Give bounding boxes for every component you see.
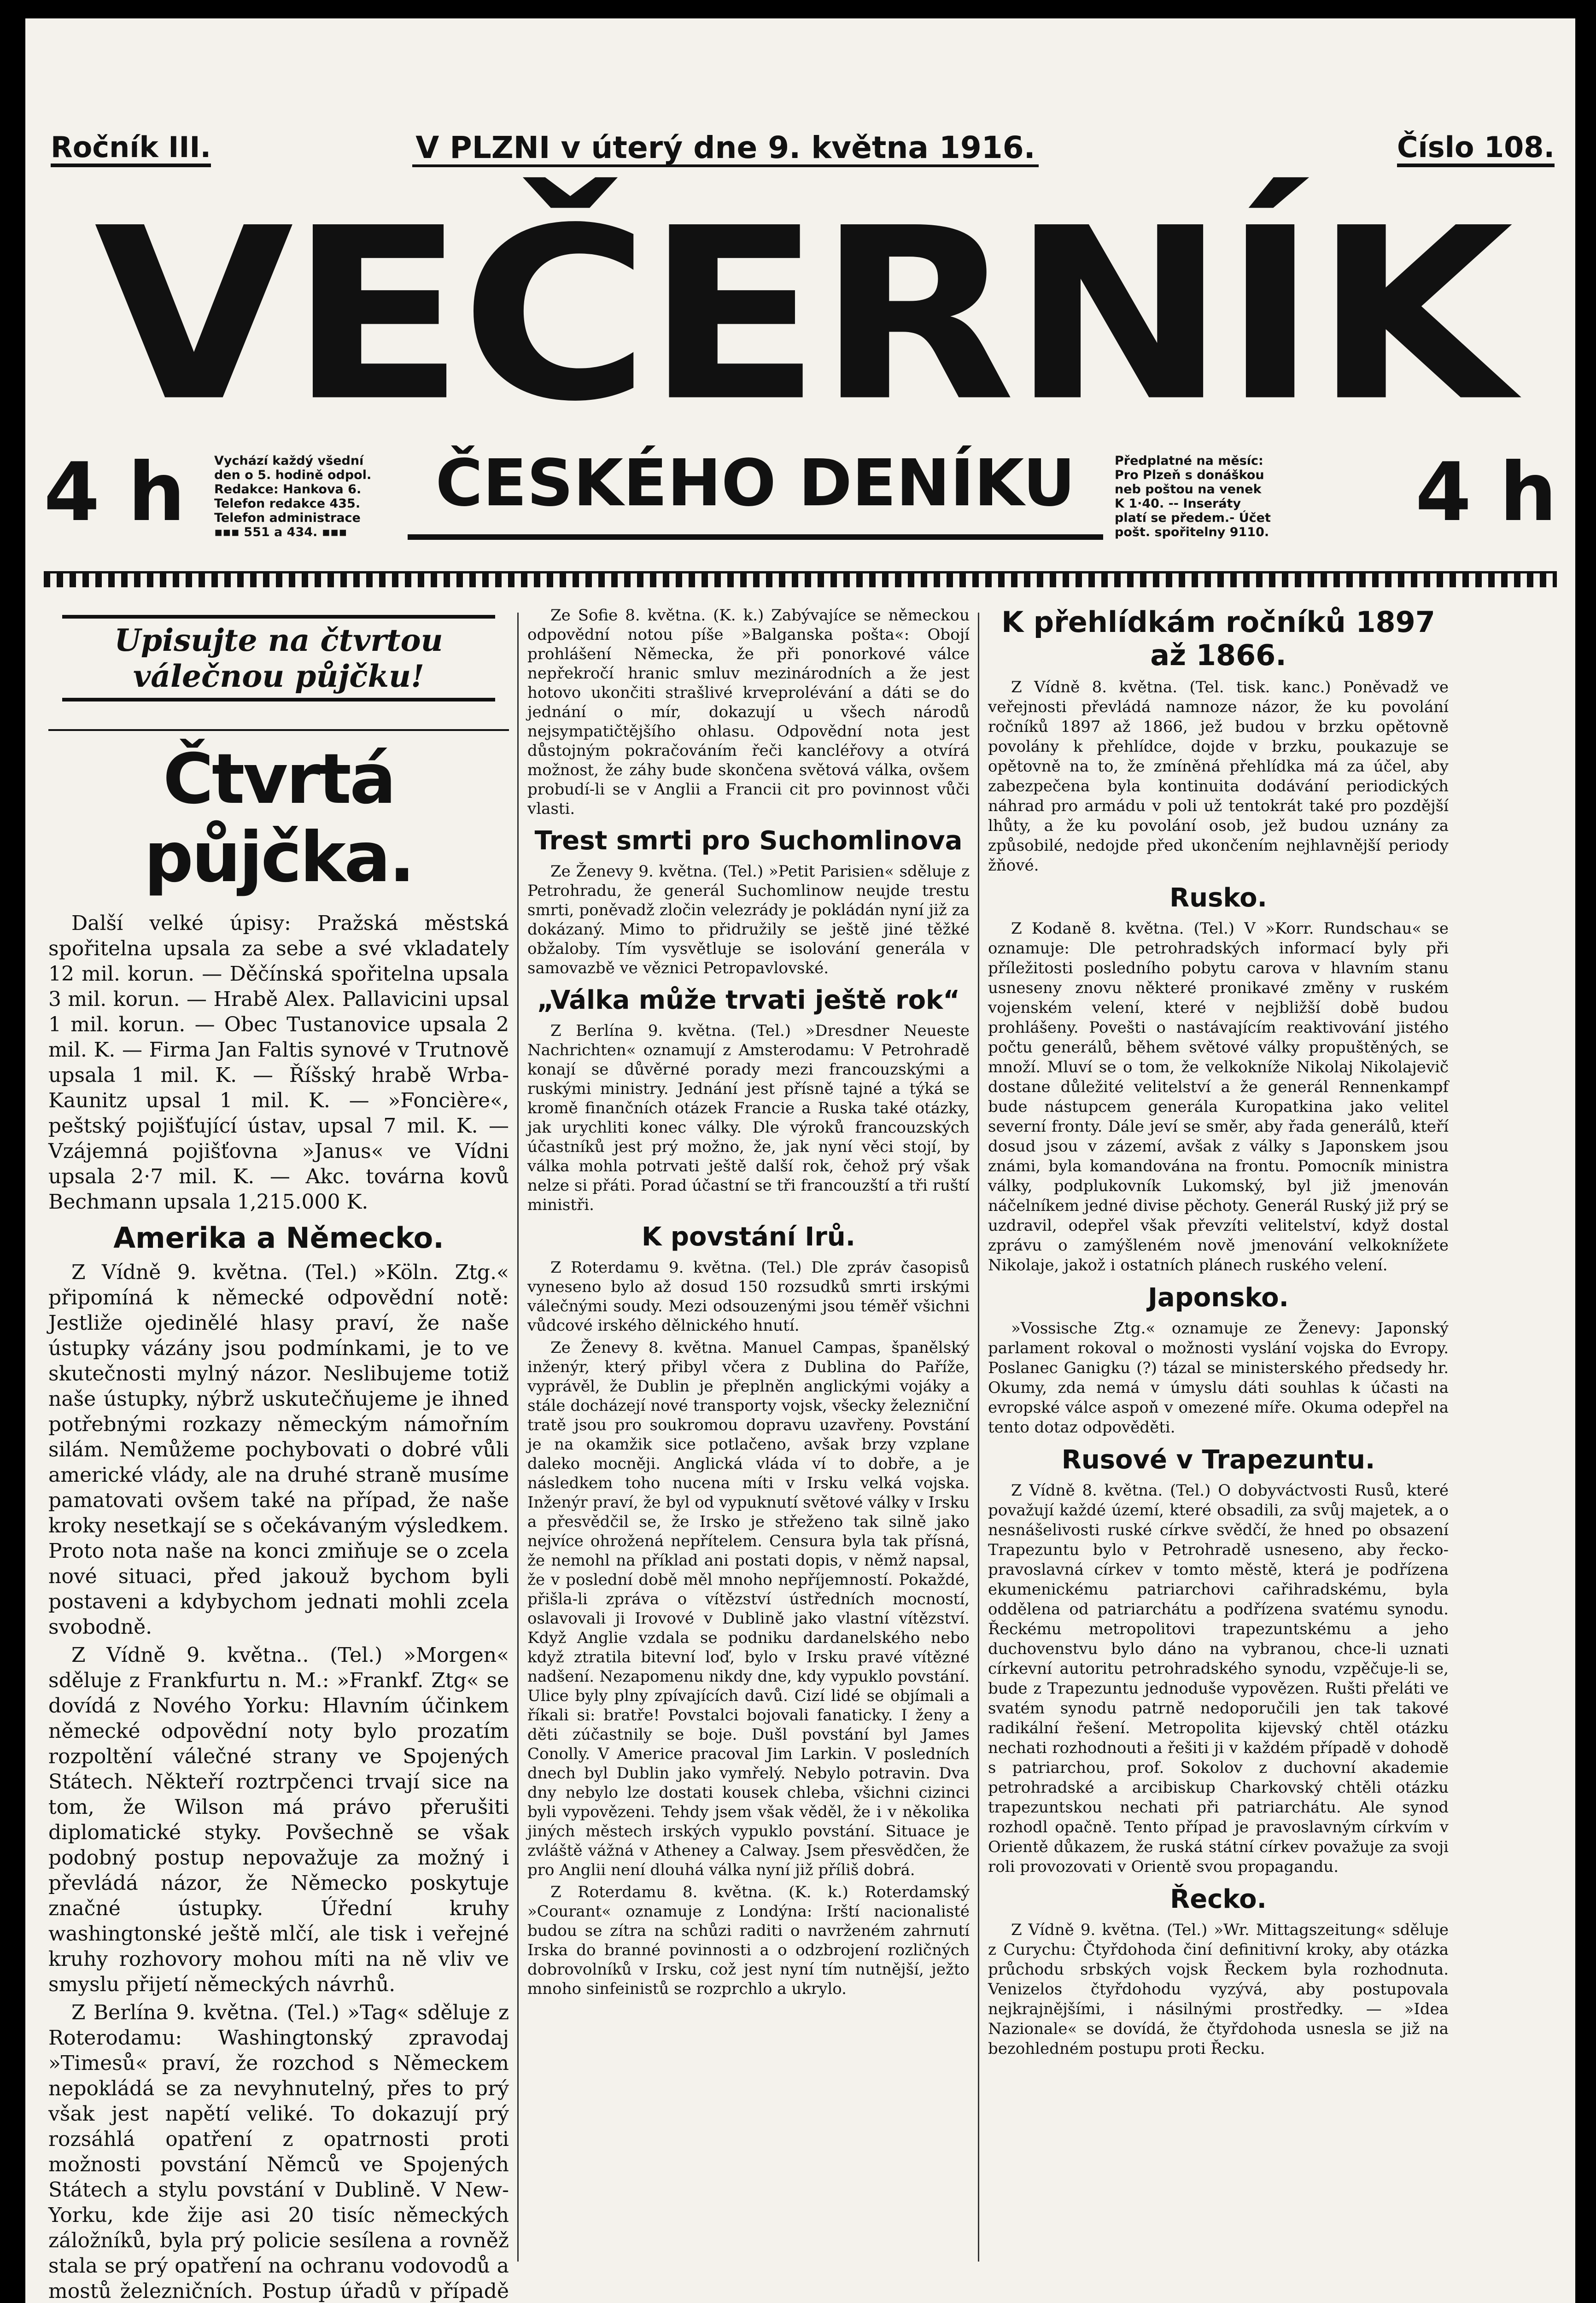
info-line: Pro Plzeň s donáškou [1115,468,1264,482]
article-heading: Rusové v Trapezuntu. [1061,1445,1375,1475]
article-paragraph: Ze Ženevy 8. května. Manuel Campas, španělský inženýr, který přibyl včera z Dublina do Paříže, vyprávěl, že Dublin je přeplněn anglickými vojáky a stále docházejí nové transporty vojsk, všecky železniční tratě jsou pro soukromou dopravu uzavřeny. Povstání je na okamžik sice potlačeno, avšak brzy vzplane daleko mocněji. Anglická vláda ví to dobře, a je následkem toho nucena míti v Irsku velká vojska. Inženýr praví, že byl od vypuknutí světové války v Irsku a přesvědčil se, že Irsko je střeženo tak silně jako nejvíce ohrožená nepřítelem. Censura byla tak přísná, že nemohl na příklad ani postati dopis, v němž napsal, že v poslední době měl mnoho nepříjemností. Pokaždé, přišla-li zpráva o vítězství ústředních mocností, oslavovali ji Irovové v Dublině jako vlastní vítězství. Když Anglie vzdala se podniku dardanelského nebo když ztratila bitevní loď, bylo v Irsku pravé vítězné nadšení. Nezapomenu nikdy dne, kdy vypuklo povstání. Ulice byly plny zpívajících davů. Cizí lidé se objímali a říkali si: bratře! Povstalci bojovali fanaticky. I ženy a děti zúčastnily se boje. Dušl povstání byl James Conolly. V Americe pracoval Jim Larkin. V posledních dnech byl Dublin jako vymřelý. Nebylo potravin. Dva dny nebylo lze dostati kousek chleba, všichni cizinci byli vypovězeni. Tehdy jsem však věděl, že i v několika jiných městech irských vypuklo povstání. Situace je zvláště vážná v Atheney a Calway. Jsem přesvědčen, že pro Anglii není dlouhá válka nyní již příliš dobrá. [527,1339,970,1879]
article-paragraph: Z Vídně 9. května. (Tel.) »Wr. Mittagszeitung« sděluje z Curychu: Čtyřdohoda činí definitivní kroky, aby otázka průchodu srbských vojsk Řeckem byla rozhodnuta. Venizelos čtyřdohodu vyzývá, aby postupovala nejkrajnějšími, i násilnými prostředky. — »Idea Nazionale« se dovídá, že čtyřdohoda usnesla se již na bezohledném postupu proti Řecku. [988,1921,1449,2058]
column-3 [988,606,1449,2062]
subscription-info [1115,454,1290,539]
header-topline [25,131,1575,168]
column-2 [527,606,970,2001]
article-heading: Řecko. [1170,1884,1267,1914]
info-line: pošt. spořitelny 9110. [1115,525,1269,539]
newspaper-page [25,18,1575,2303]
article-heading: Amerika a Německo. [113,1221,444,1255]
price-left: 4 h [44,446,186,539]
article-paragraph: Z Vídně 9. května.. (Tel.) »Morgen« sděluje z Frankfurtu n. M.: »Frankf. Ztg« se dovídá z Nového Yorku: Hlavním účinkem německé odpovědní noty bylo prozatím rozpoltění válečné strany ve Spojených Státech. Někteří roztrpčenci trvají sice na tom, že Wilson má právo přerušiti diplomatické styky. Povšechně se však podobný postup nepovažuje za možný i převládá názor, že Německo poskytuje značné ústupky. Úřední kruhy washingtonské ještě mlčí, ale tisk i veřejné kruhy rozhovory mohou míti na ně vliv ve smyslu přijetí německých návrhů. [48,1643,509,1996]
issue-number: Číslo 108. [1397,131,1555,167]
column-divider [978,613,979,2262]
info-line: Předplatné na měsíc: [1115,454,1263,468]
article-paragraph: Z Roterdamu 9. května. (Tel.) Dle zpráv časopisů vyneseno bylo až dosud 150 rozsudků smrti irskými válečnými soudy. Mezi odsouzenými jsou téměř všichni vůdcové irského dělnického hnutí. [527,1258,970,1335]
article-paragraph: Ze Ženevy 9. května. (Tel.) »Petit Parisien« sděluje z Petrohradu, že generál Suchomlinow neujde trestu smrti, poněvadž zločin velezrády je pokládán nyní již za dokázaný. Mimo to přidružily se ještě jiné těžké obžaloby. Tím vysvětluje se isolování generála v samovazbě ve věznici Petropavlovské. [527,862,970,977]
price-right: 4 h [1415,446,1557,539]
masthead-subtitle: ČESKÉHO DENÍKU [408,433,1103,540]
article-heading: K přehlídkám ročníků 1897 až 1866. [1001,605,1435,672]
info-line: Vychází každý všední [214,454,364,468]
column-divider [517,613,519,2262]
loan-banner: Upisujte na čtvrtou válečnou půjčku! [62,615,495,701]
article-paragraph: Z Berlína 9. května. (Tel.) »Dresdner Neueste Nachrichten« oznamují z Amsterodamu: V Petrohradě konají se důvěrné porady mezi francouzskými a ruskými ministry. Jednání jest přísně tajné a týká se kromě finančních otázek Francie a Ruska také otázky, jak urychliti konec války. Dle výroků francouzských účastníků jest prý možno, že, jak nyní věci stojí, by válka mohla potrvati ještě další rok, čehož prý však nelze si přáti. Porad účastní se tři francouzští a tři ruští ministři. [527,1022,970,1214]
masthead-title: VEČERNÍK [94,177,1509,454]
article-paragraph: »Vossische Ztg.« oznamuje ze Ženevy: Japonský parlament rokoval o možnosti vyslání vojska do Evropy. Poslanec Ganigku (?) tázal se ministerského předsedy hr. Okumy, zda nemá v úmyslu dáti souhlas k účasti na evropské válce aspoň v omezené míře. Okuma odepřel na tento dotaz odpověděti. [988,1319,1449,1437]
article-heading: Rusko. [1169,883,1267,913]
info-line: platí se předem.- Účet [1115,511,1271,525]
info-line: den o 5. hodině odpol. [214,468,372,482]
article-heading: Japonsko. [1148,1283,1289,1313]
info-line: Redakce: Hankova 6. [214,482,362,497]
article-paragraph: Z Kodaně 8. května. (Tel.) V »Korr. Rundschau« se oznamuje: Dle petrohradských informací byly při příležitosti posledního pobytu carova v hlavním stanu usneseny znovu některé pronikavé změny v ruském vojenském velení, které v nejbližší době budou prohlášeny. Povešti o nastávajícím reaktivování jistého počtu generálů, během světové války propuštěných, se množí. Mluví se o tom, že velkokníže Nikolaj Nikolajevič dostane důležité velitelství a že generál Rennenkampf bude nástupcem generála Kuropatkina jako velitel severní fronty. Dále jeví se směr, aby řada generálů, kteří dosud jsou v zázemí, avšak z války s Japonskem jsou známi, byla komandována na frontu. Pomocník ministra války, podplukovník Lukomský, byl již jmenován náčelníkem jedné divise pěchoty. Generál Ruský již prý se uzdravil, odepřel však převzíti velitelství, když dostal zprávu o zamýšleném nově jmenování velkoknížete Nikolaje, jakož i ostatních plánech ruského velení. [988,919,1449,1274]
dateline: V PLZNI v úterý dne 9. května 1916. [412,131,1039,167]
column-1 [48,606,509,2303]
article-paragraph: Další velké úpisy: Pražská městská spořitelna upsala za sebe a své vkladately 12 mil. korun. — Děčínská spořitelna upsala 3 mil. korun. — Hrabě Alex. Pallavicini upsal 1 mil. korun. — Obec Tustanovice upsala 2 mil. K. — Firma Jan Faltis synové v Trutnově upsala 1 mil. K. — Říšský hrabě Wrba-Kaunitz upsal 1 mil. K. — »Foncière«, peštský pojišťující ústav, upsal 7 mil. K. — Vzájemná pojišťovna »Janus« ve Vídni upsala 2·7 mil. K. — Akc. továrna kovů Bechmann upsala 1,215.000 K. [48,912,509,1214]
article-heading: K povstání Irů. [642,1222,855,1252]
info-line: ▪▪▪ 551 a 434. ▪▪▪ [214,525,347,539]
article-paragraph: Z Vídně 8. května. (Tel. tisk. kanc.) Poněvadž ve veřejnosti převládá namnoze názor, že ku povolání ročníků 1897 až 1866, jež budou v brzku opětovně povolány k přehlídce, dojde v brzku, poukazuje se opětovně na to, že zmíněná přehlídka má za účel, aby zabezpečena byla kontinuita dodávání periodických náhrad pro armádu v poli už tentokrát také pro pozdější lhůty, a že ku povolání osob, jež budou uznány za způsobilé, nedojde před ukončením nejhlavnější periody žňové. [988,678,1449,875]
info-line: neb poštou na venek [1115,482,1262,497]
article-paragraph: Z Vídně 8. května. (Tel.) O dobyváctvosti Rusů, které považují každé území, které obsadili, za svůj majetek, a o nesnášelivosti ruské církve svědčí, že hned po obsazení Trapezuntu bylo v Petrohradě usneseno, aby řecko-pravoslavná církev v tomto městě, která je podřízena ekumenickému patriarchovi cařihradskému, byla oddělena od patriarchátu a podřízena svatému synodu. Řeckému metropolitovi trapezuntskému a jeho duchovenstvu bylo dáno na vybranou, chce-li uznati církevní autoritu petrohradského synodu, vzpěčuje-li se, bude z Trapezuntu jednoduše vypovězen. Rušti přeláti ve svatém synodu patrně nedoporučili jen tak takové radikální řešení. Metropolita kijevský chtěl otázku nechati rozhodnouti a řešiti ji v každém případě v dohodě s patriarchou, prof. Sokolov z duchovní akademie petrohradské a arcibiskup Charkovský chtěli otázku trapezuntskou nechati při patriarchátu. Ale synod rozhodl opačně. Tento případ je pravoslavným církvím v Orientě důkazem, že ruská státní církev považuje za svoji roli provozovati v Orientě svou propagandu. [988,1481,1449,1876]
info-line: Telefon administrace [214,511,361,525]
article-paragraph: Z Vídně 9. května. (Tel.) »Köln. Ztg.« připomíná k německé odpovědní notě: Jestliže ojedinělé hlasy praví, že naše ústupky vázány jsou podmínkami, je to ve skutečnosti mylný názor. Neslibujeme totiž naše ústupky, nýbrž uskutečňujeme je ihned potřebnými rozkazy německým námořním silám. Nemůžeme pochybovati o dobré vůli americké vlády, ale na druhé straně musíme pamatovati ovšem také na případ, že naše kroky nesetkají se s očekávaným výsledkem. Proto nota naše na konci zmiňuje se o zcela nové situaci, před jakouž bychom byli postaveni a kdybychom jednati mohli zcela svobodně. [48,1261,509,1639]
article-paragraph: Z Berlína 9. května. (Tel.) »Tag« sděluje z Roterodamu: Washingtonský zpravodaj »Timesů« praví, že rozchod s Německem nepokládá se za nevyhnutelný, přes to prý však jest napětí veliké. To dokazují prý rozsáhlá opatření z opatrnosti proti možnosti povstání Němců ve Spojených Státech a stylu povstání v Dublině. V New-Yorku, kde žije asi 20 tisíc německých záložníků, byla prý policie sesílena a rovněž stala se prý opatření na ochranu vodovodů a mostů železničních. Postup úřadů v případě [48,2001,509,2303]
loan-headline: Čtvrtá půjčka. [48,729,509,897]
article-paragraph: Z Roterdamu 8. května. (K. k.) Roterdamský »Courant« oznamuje z Londýna: Irští nacionalisté budou se zítra na schůzi raditi o navrženém zahrnutí Irska do branné povinnosti a o odzbrojení rozličných dobrovolníků v Irsku, což jest nyní tím nutnější, ježto mnoho sinfeinistů se rozprchlo a ukrylo. [527,1883,970,1998]
publication-info [214,454,389,539]
volume-label: Ročník III. [51,131,211,167]
article-heading: Trest smrti pro Suchomlinova [534,826,963,856]
info-line: K 1·40. -- Inseráty [1115,497,1241,511]
article-paragraph: Ze Sofie 8. května. (K. k.) Zabývajíce se německou odpovědní notou píše »Balganska pošta«: Obojí prohlášení Německa, že při ponorkové válce nepřekročí hranic smluv mezinárodních a že jest hotovo ukončiti strašlivé krveprolévání a dáti se do jednání o mír, dokazují u všech národů nejsympatičtějšího ohlasu. Odpovědní nota jest důstojným pokračováním řeči kancléřovy a otvírá možnost, že záhy bude skončena světová válka, ovšem probudí-li se v Anglii a Francii cit pro povinnost vůči vlasti. [527,606,970,818]
article-heading: „Válka může trvati ještě rok“ [537,985,960,1015]
info-line: Telefon redakce 435. [214,497,361,511]
header-divider [44,571,1557,587]
